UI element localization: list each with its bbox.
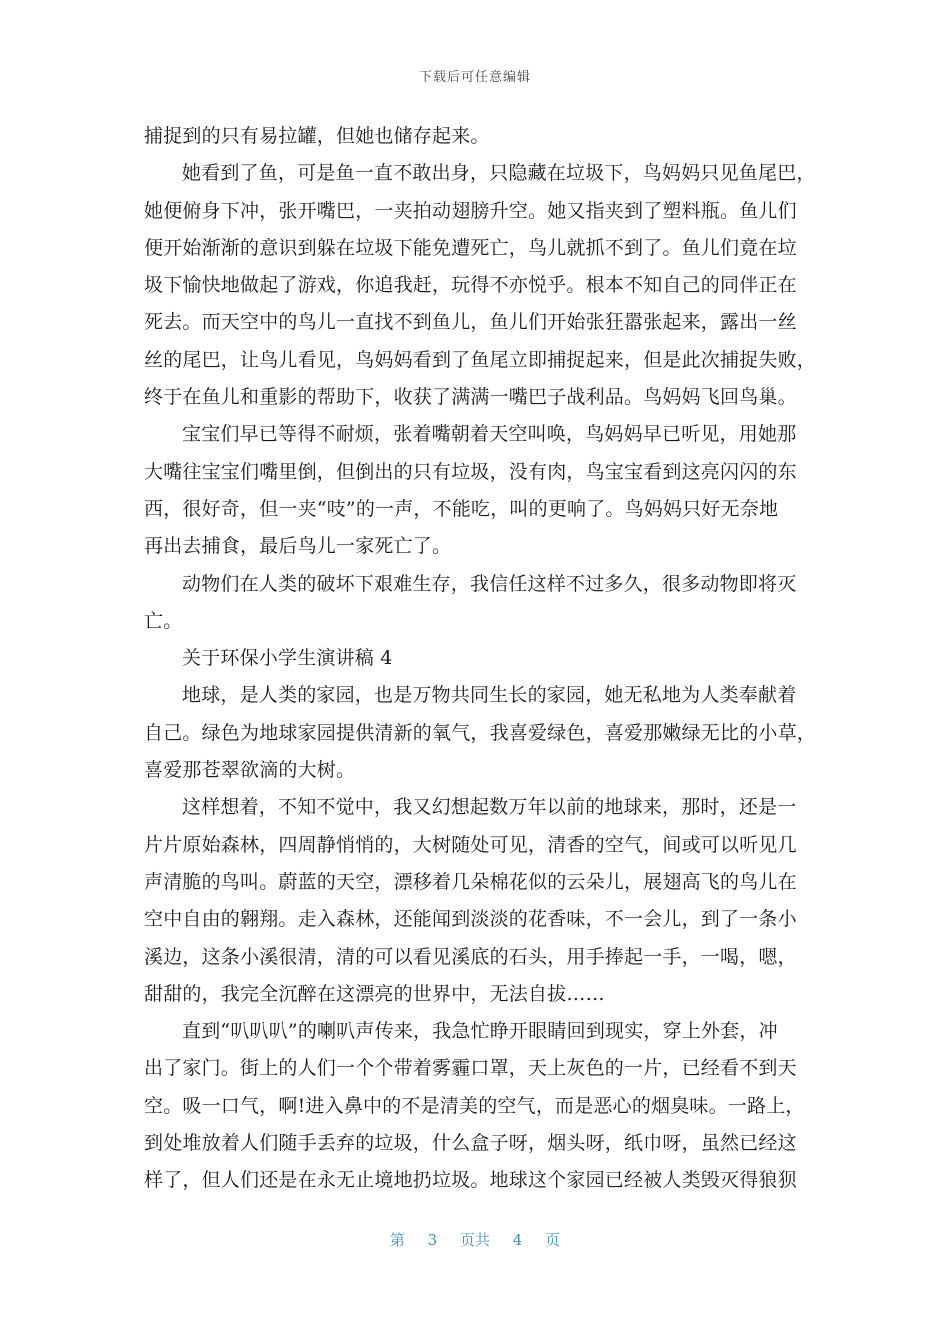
text-line: 丝的尾巴，让鸟儿看见，鸟妈妈看到了鱼尾立即捕捉起来，但是此次捕捉失败， <box>144 348 817 371</box>
document-body <box>144 118 817 1200</box>
text-line: 她看到了鱼，可是鱼一直不敢出身，只隐藏在垃圾下，鸟妈妈只见鱼尾巴， <box>182 162 816 185</box>
text-line: 出了家门。街上的人们一个个带着雾霾口罩，天上灰色的一片，已经看不到天 <box>144 1057 797 1080</box>
text-line: 西，很好奇，但一夹“吱”的一声，不能吃，叫的更响了。鸟妈妈只好无奈地 <box>144 497 779 520</box>
text-line: 空中自由的翱翔。走入森林，还能闻到淡淡的花香味，不一会儿，到了一条小 <box>144 908 797 931</box>
text-line: 到处堆放着人们随手丢弃的垃圾，什么盒子呀，烟头呀，纸巾呀，虽然已经这 <box>144 1132 797 1155</box>
text-line: 片片原始森林，四周静悄悄的，大树随处可见，清香的空气，间或可以听见几 <box>144 833 797 856</box>
text-line: 地球，是人类的家园，也是万物共同生长的家园，她无私地为人类奉献着 <box>182 684 797 707</box>
text-line: 再出去捕食，最后鸟儿一家死亡了。 <box>144 535 452 558</box>
current-page-number: 3 <box>427 1231 438 1249</box>
text-line: 圾下愉快地做起了游戏，你追我赶，玩得不亦悦乎。根本不知自己的同伴正在 <box>144 274 797 297</box>
page-header-note: 下载后可任意编辑 <box>418 70 531 85</box>
text-line: 她便俯身下冲，张开嘴巴，一夹拍动翅膀升空。她又指夹到了塑料瓶。鱼儿们 <box>144 199 797 222</box>
section-heading: 关于环保小学生演讲稿 4 <box>182 647 393 670</box>
text-line: 这样想着，不知不觉中，我又幻想起数万年以前的地球来，那时，还是一 <box>182 796 797 819</box>
text-line: 溪边，这条小溪很清，清的可以看见溪底的石头，用手捧起一手，一喝，嗯， <box>144 945 797 968</box>
footer-suffix: 页 <box>545 1231 561 1249</box>
text-line: 直到“叭叭叭”的喇叭声传来，我急忙睁开眼睛回到现实，穿上外套，冲 <box>182 1020 778 1043</box>
text-line: 便开始渐渐的意识到躲在垃圾下能免遭死亡，鸟儿就抓不到了。鱼儿们竟在垃 <box>144 236 797 259</box>
text-line: 声清脆的鸟叫。蔚蓝的天空，漂移着几朵棉花似的云朵儿，展翅高飞的鸟儿在 <box>144 870 797 893</box>
text-line: 空。吸一口气，啊!进入鼻中的不是清美的空气，而是恶心的烟臭味。一路上， <box>144 1094 805 1117</box>
text-line: 喜爱那苍翠欲滴的大树。 <box>144 759 356 782</box>
text-line: 甜甜的，我完全沉醉在这漂亮的世界中，无法自拔…… <box>144 982 605 1005</box>
footer-prefix: 第 <box>389 1231 405 1249</box>
text-line: 捕捉到的只有易拉罐，但她也储存起来。 <box>144 125 490 147</box>
text-line: 自己。绿色为地球家园提供清新的氧气，我喜爱绿色，喜爱那嫩绿无比的小草， <box>144 721 817 744</box>
text-line: 死去。而天空中的鸟儿一直找不到鱼儿，鱼儿们开始张狂嚣张起来，露出一丝 <box>144 311 797 334</box>
text-line: 亡。 <box>144 609 183 632</box>
text-line: 样了，但人们还是在永无止境地扔垃圾。地球这个家园已经被人类毁灭得狼狈 <box>144 1169 797 1192</box>
page-number-footer <box>0 1229 950 1250</box>
text-line: 大嘴往宝宝们嘴里倒，但倒出的只有垃圾，没有肉，鸟宝宝看到这亮闪闪的东 <box>144 460 797 483</box>
total-page-number: 4 <box>512 1231 523 1249</box>
text-line: 宝宝们早已等得不耐烦，张着嘴朝着天空叫唤，鸟妈妈早已听见，用她那 <box>182 423 797 446</box>
text-line: 终于在鱼儿和重影的帮助下，收获了满满一嘴巴子战利品。鸟妈妈飞回鸟巢。 <box>144 386 797 409</box>
text-line: 动物们在人类的破坏下艰难生存，我信任这样不过多久，很多动物即将灭 <box>182 572 797 595</box>
footer-middle: 页共 <box>459 1231 490 1249</box>
